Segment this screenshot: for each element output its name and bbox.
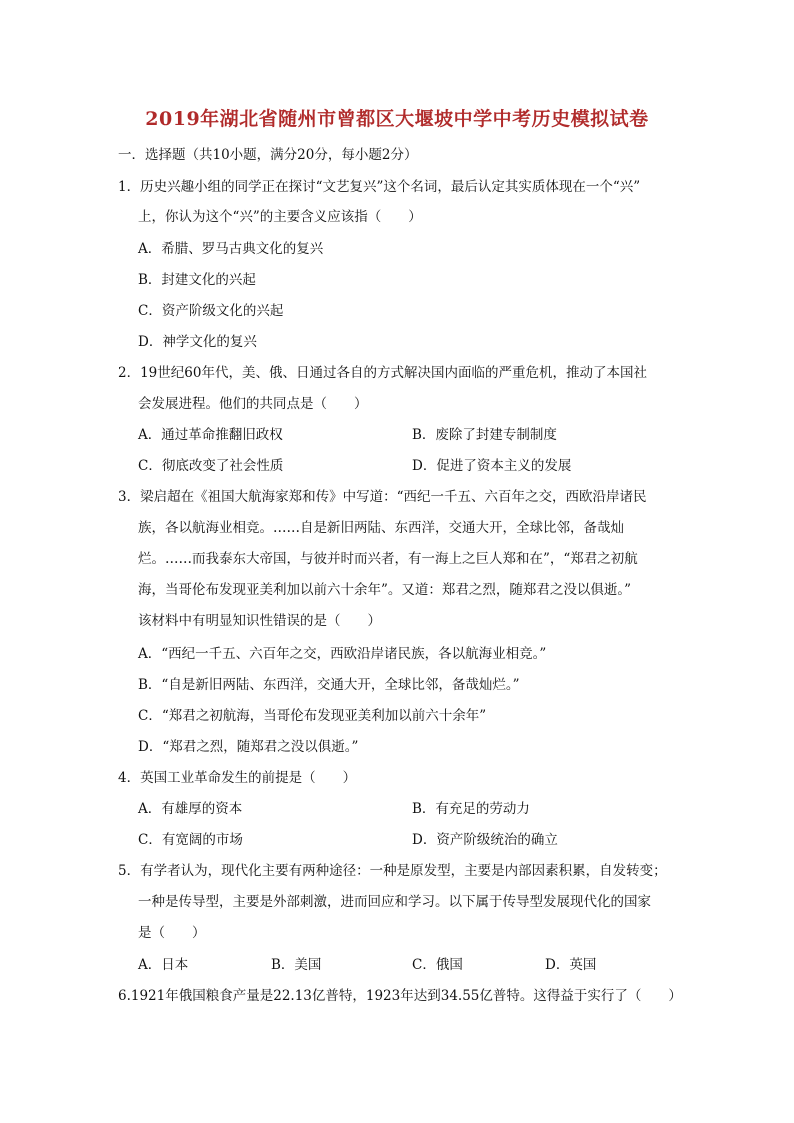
question-4-option-d: D．资产阶级统治的确立	[412, 832, 558, 848]
question-4-option-c: C．有宽阔的市场	[138, 832, 243, 848]
question-5-option-c: C．俄国	[412, 957, 463, 973]
question-4-stem-line-1: 4．英国工业革命发生的前提是（ ）	[118, 770, 357, 786]
question-1-option-b: B．封建文化的兴起	[138, 272, 256, 288]
question-1-option-c: C．资产阶级文化的兴起	[138, 303, 284, 319]
question-6-stem-line-1: 6.1921年俄国粮食产量是22.13亿普特，1923年达到34.55亿普特。这得益于实行了（ ）	[118, 988, 682, 1004]
question-3-stem-line-5: 该材料中有明显知识性错误的是（ ）	[138, 613, 381, 629]
question-5-stem-line-2: 一种是传导型，主要是外部刺激，进而回应和学习。以下属于传导型发展现代化的国家	[138, 894, 651, 910]
question-4-option-a: A．有雄厚的资本	[138, 801, 243, 817]
question-5-stem-line-3: 是（ ）	[138, 925, 206, 941]
question-1-option-d: D．神学文化的复兴	[138, 334, 257, 350]
question-3-stem-line-2: 族，各以航海业相竞。……自是新旧两陆、东西洋，交通大开，全球比邻，备哉灿	[138, 520, 624, 536]
question-5-option-a: A．日本	[138, 957, 189, 973]
page-title: 2019年湖北省随州市曾都区大堰坡中学中考历史模拟试卷	[145, 108, 649, 130]
question-2-option-d: D．促进了资本主义的发展	[412, 458, 572, 474]
question-5-option-d: D．英国	[545, 957, 597, 973]
section-heading: 一．选择题（共10小题，满分20分，每小题2分）	[118, 147, 418, 163]
question-3-stem-line-3: 烂。……而我泰东大帝国，与彼并时而兴者，有一海上之巨人郑和在”，“郑君之初航	[138, 551, 638, 567]
question-3-option-d: D．“郑君之烈，随郑君之没以俱逝。”	[138, 739, 359, 755]
question-1-stem-line-1: 1．历史兴趣小组的同学正在探讨“文艺复兴”这个名词，最后认定其实质体现在一个“兴”	[118, 179, 641, 195]
question-2-option-a: A．通过革命推翻旧政权	[138, 427, 283, 443]
question-1-option-a: A．希腊、罗马古典文化的复兴	[138, 241, 324, 257]
question-3-option-b: B．“自是新旧两陆、东西洋，交通大开，全球比邻，备哉灿烂。”	[138, 677, 520, 693]
question-3-option-c: C．“郑君之初航海，当哥伦布发现亚美利加以前六十余年”	[138, 708, 487, 724]
question-3-stem-line-4: 海，当哥伦布发现亚美利加以前六十余年”。又道：郑君之烈，随郑君之没以俱逝。”	[138, 582, 632, 598]
question-2-option-c: C．彻底改变了社会性质	[138, 458, 284, 474]
question-1-stem-line-2: 上，你认为这个“兴”的主要含义应该指（ ）	[138, 209, 422, 225]
question-2-option-b: B．废除了封建专制制度	[412, 427, 557, 443]
question-5-option-b: B．美国	[271, 957, 322, 973]
question-4-option-b: B．有充足的劳动力	[412, 801, 530, 817]
question-2-stem-line-2: 会发展进程。他们的共同点是（ ）	[138, 396, 368, 412]
question-5-stem-line-1: 5．有学者认为，现代化主要有两种途径：一种是原发型，主要是内部因素积累，自发转变；	[118, 863, 667, 879]
question-3-option-a: A．“西纪一千五、六百年之交，西欧沿岸诸民族，各以航海业相竞。”	[138, 646, 547, 662]
question-3-stem-line-1: 3．梁启超在《祖国大航海家郑和传》中写道：“西纪一千五、六百年之交，西欧沿岸诸民	[118, 489, 647, 505]
question-2-stem-line-1: 2．19世纪60年代，美、俄、日通过各自的方式解决国内面临的严重危机，推动了本国社	[118, 365, 647, 381]
